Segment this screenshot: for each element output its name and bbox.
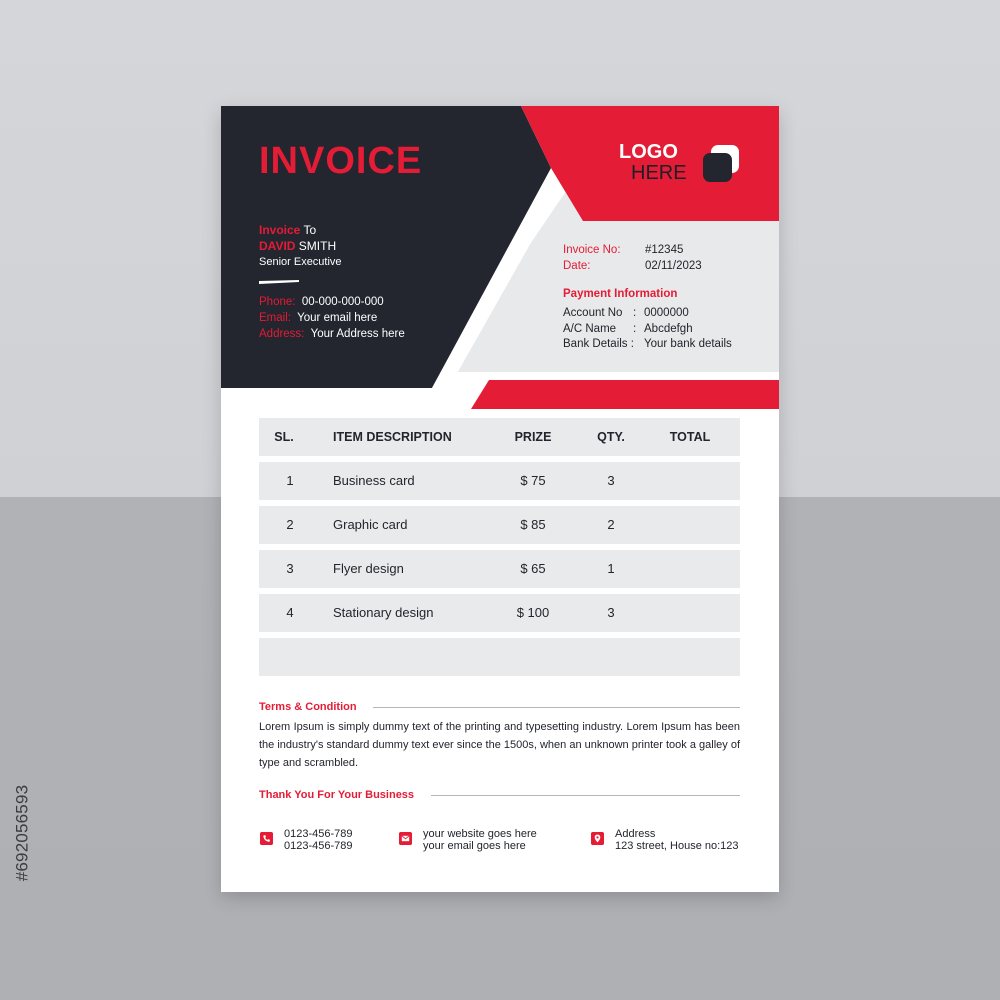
header-description: ITEM DESCRIPTION [333, 430, 452, 444]
thank-you-divider [431, 795, 740, 796]
account-no-sep: : [633, 307, 637, 319]
row-prize: $ 100 [516, 605, 550, 620]
phone-label: Phone: [259, 296, 296, 308]
bill-to-label: Invoice [259, 223, 301, 237]
header-total: TOTAL [669, 430, 711, 444]
header-sl: SL. [274, 430, 294, 444]
red-accent-bar [471, 380, 779, 409]
logo-squares-icon [702, 144, 742, 184]
table-row [259, 462, 740, 500]
email-line: your email goes here [423, 840, 526, 852]
phone-line1: 0123-456-789 [284, 828, 353, 840]
invoice-meta [563, 242, 702, 274]
date-label: Date: [563, 260, 591, 272]
row-qty: 1 [607, 561, 615, 576]
white-dash-divider [259, 280, 299, 285]
ac-name-sep: : [633, 322, 637, 335]
terms-divider [373, 707, 740, 708]
table-header-row [259, 418, 740, 456]
logo-line2: HERE [631, 162, 687, 184]
row-description: Business card [333, 473, 415, 488]
payment-info [563, 306, 732, 353]
row-sl: 3 [286, 561, 294, 576]
phone-value: 00-000-000-000 [301, 296, 384, 308]
address-line: 123 street, House no:123 [615, 840, 739, 852]
row-qty: 3 [607, 605, 615, 620]
row-description: Flyer design [333, 561, 404, 576]
address-label: Address: [259, 328, 305, 340]
stock-id-text: #692056593 [12, 784, 32, 882]
header-prize: PRIZE [514, 430, 552, 444]
location-pin-icon [591, 832, 604, 845]
account-no-value: 0000000 [644, 307, 689, 319]
contact-address [259, 326, 405, 342]
row-prize: $ 75 [520, 473, 546, 488]
account-no-label: Account No [563, 307, 623, 319]
email-value: Your email here [297, 312, 378, 324]
website-line: your website goes here [423, 828, 537, 840]
table-row [259, 550, 740, 588]
row-qty: 3 [607, 473, 615, 488]
invoice-no-label: Invoice No: [563, 244, 621, 256]
bill-to-block [259, 222, 342, 270]
items-table [259, 418, 740, 682]
terms-text: Lorem Ipsum is simply dummy text of the printing and typesetting industry. Lorem Ipsum has been the industry's standard dummy text ever since the 1500s, when an unknown printer took a galley of type and scrambled. [259, 721, 740, 769]
client-position: Senior Executive [259, 256, 342, 268]
row-prize: $ 85 [520, 517, 546, 532]
date-value: 02/11/2023 [645, 260, 702, 272]
payment-info-title: Payment Information [563, 288, 678, 300]
row-qty: 2 [607, 517, 615, 532]
row-sl: 1 [286, 473, 294, 488]
phone-line2: 0123-456-789 [284, 840, 353, 852]
row-sl: 4 [286, 605, 294, 620]
logo-placeholder [619, 142, 687, 184]
ac-name-value: Abcdefgh [644, 322, 693, 335]
thank-you-title: Thank You For Your Business [259, 789, 415, 801]
email-icon [399, 832, 412, 845]
row-prize: $ 65 [520, 561, 546, 576]
ac-name-label: A/C Name [563, 322, 617, 335]
header-qty: QTY. [597, 430, 625, 444]
table-row [259, 506, 740, 544]
logo-line1: LOGO [619, 141, 678, 163]
contact-email [259, 310, 405, 326]
table-row [259, 594, 740, 632]
terms-title: Terms & Condition [259, 701, 357, 713]
stock-id-watermark [10, 758, 34, 908]
phone-icon [260, 832, 273, 845]
contact-phone [259, 294, 405, 310]
row-sl: 2 [286, 517, 294, 532]
row-description: Graphic card [333, 517, 408, 532]
client-first-name: DAVID [259, 239, 296, 253]
client-last-name: SMITH [298, 239, 337, 253]
row-description: Stationary design [333, 605, 434, 620]
bank-details-label: Bank Details : [563, 338, 634, 350]
invoice-no-value: #12345 [645, 244, 684, 256]
contact-block [259, 294, 405, 342]
bank-details-value: Your bank details [644, 338, 732, 350]
table-total-row [259, 638, 740, 676]
invoice-title: INVOICE [259, 140, 423, 182]
address-value: Your Address here [310, 328, 405, 340]
bill-to-label-rest: To [303, 223, 317, 237]
address-title: Address [615, 828, 656, 840]
invoice-page [221, 106, 779, 892]
email-label: Email: [259, 312, 291, 324]
